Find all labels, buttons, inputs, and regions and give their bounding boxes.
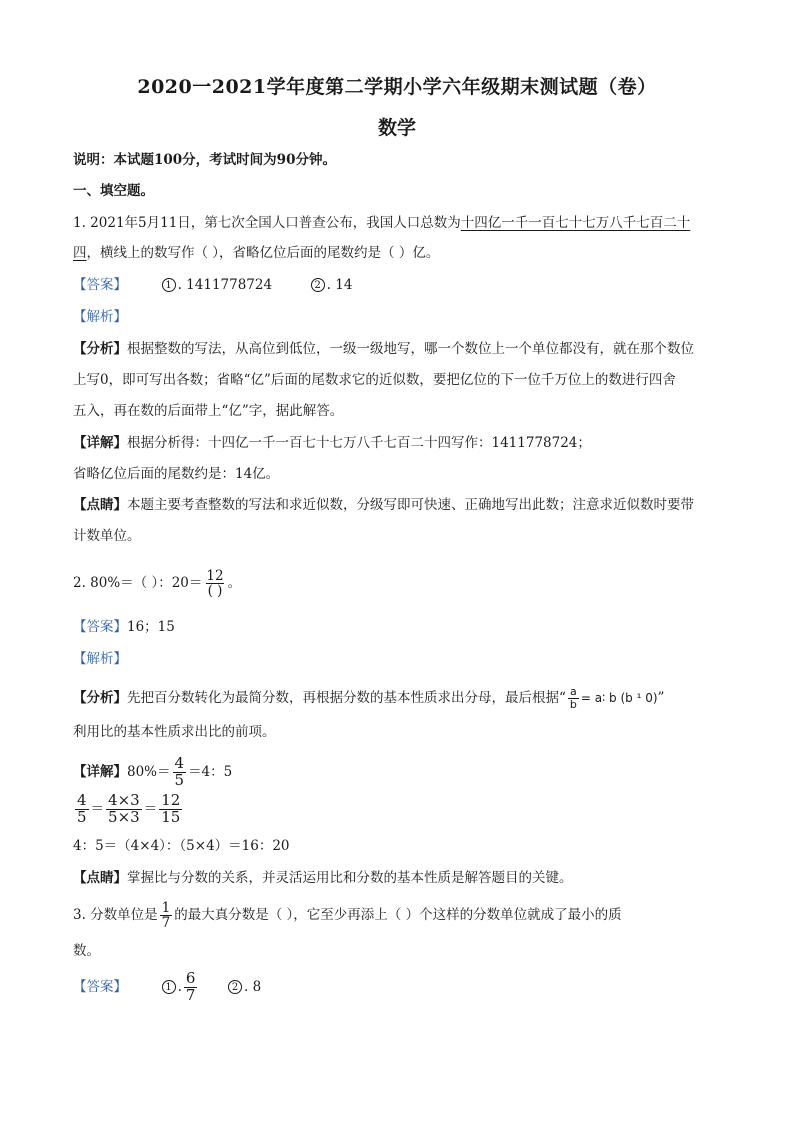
q2-detail [73, 754, 232, 790]
q1-fenxi-3: 五入，再在数的后面带上“亿”字，据此解答。 [73, 403, 344, 419]
q3-text-rest: 的最大真分数是（ ），它至少再添上（ ）个这样的分数单位就成了最小的质 [174, 907, 622, 923]
fenxi-tag: 【分析】 [73, 341, 127, 357]
q1-answer-1: . 1411778724 [177, 277, 273, 293]
answer-tag: 【答案】 [73, 979, 127, 995]
section-heading: 一、填空题。 [73, 183, 154, 199]
q2-fenxi-close: ” [657, 690, 665, 706]
q1-comment-2: 计数单位。 [73, 528, 141, 544]
q1-detail-text-1: 根据分析得：十四亿一千一百七十七万八千七百二十四写作：1411778724； [127, 435, 591, 451]
q3-fraction [160, 901, 173, 930]
fraction-denominator: ( ) [207, 583, 223, 599]
q2-ratio-line: 4：5＝（4×4）：（5×4）＝16：20 [73, 838, 290, 854]
formula-fraction [568, 686, 579, 710]
q2-fenxi-1 [73, 680, 664, 716]
fraction-denominator: 5 [174, 771, 185, 789]
fraction-numerator: 4 [77, 791, 87, 810]
q2-detail-text: 80%＝ [127, 764, 171, 780]
q2-comment [73, 868, 573, 888]
q2-analysis [73, 649, 127, 669]
analysis-tag: 【解析】 [73, 309, 127, 325]
q1-detail-2: 省略亿位后面的尾数约是：14亿。 [73, 466, 280, 482]
q2-fraction [204, 569, 225, 598]
q3-answer-fraction [184, 971, 198, 1004]
fraction-denominator: 5 [77, 808, 87, 826]
circled-number: 1 [162, 980, 176, 994]
q1-answer-2: . 14 [326, 277, 353, 293]
q3-text: 3. 分数单位是 [73, 907, 158, 923]
circled-number: 2 [228, 980, 242, 994]
q1-line1 [73, 213, 690, 233]
comment-tag: 【点睛】 [73, 497, 127, 513]
q3-answer-2: . 8 [244, 979, 262, 995]
formula-text: = a∶ b (b ¹ 0) [580, 691, 658, 705]
subject-title: 数学 [377, 117, 416, 139]
q1-fenxi-text-1: 根据整数的写法，从高位到低位，一级一级地写，哪一个数位上一个单位都没有，就在那个数位 [127, 341, 694, 357]
fraction-denominator: 5×3 [108, 808, 140, 826]
q2-fenxi-2: 利用比的基本性质求出比的前项。 [73, 724, 276, 740]
q2-fenxi-text: 先把百分数转化为最简分数，再根据分数的基本性质求出分母，最后根据“ [127, 690, 566, 706]
fraction-numerator: 12 [206, 567, 224, 584]
circled-number: 2 [311, 278, 325, 292]
step-fraction-2 [106, 793, 142, 826]
q1-comment-text-1: 本题主要考查整数的写法和求近似数，分级写即可快速、正确地写出此数；注意求近似数时要带 [127, 497, 694, 513]
q3-line2: 数。 [73, 943, 100, 959]
fenxi-tag: 【分析】 [73, 690, 127, 706]
equals-sign: ＝ [90, 801, 105, 817]
q1-detail-1 [73, 433, 591, 453]
fraction-numerator: 4 [174, 754, 185, 773]
q1-fenxi-2: 上写0，即可写出各数；省略“亿”后面的尾数求它的近似数，要把亿位的下一位千万位上的数进行四舍 [73, 372, 676, 388]
analysis-tag: 【解析】 [73, 651, 127, 667]
q3-answer: 【答案】 1 . $\frac{6}{7}$ 2 . 8 [73, 969, 262, 1004]
answer-tag: 【答案】 [73, 619, 127, 635]
fraction-numerator: 4×3 [108, 791, 140, 810]
answer-tag: 【答案】 [73, 277, 127, 293]
q1-answer [73, 275, 352, 295]
q1-fenxi-1 [73, 339, 694, 359]
comment-tag: 【点睛】 [73, 870, 127, 886]
q1-underlined-number: 十四亿一千一百七十七万八千七百二十 [460, 215, 691, 231]
q1-analysis [73, 307, 127, 327]
q2-answer-value: 16；15 [127, 619, 175, 635]
fraction-numerator: 1 [161, 899, 171, 916]
q3-question [73, 895, 622, 935]
page-title: 2020一2021学年度第二学期小学六年级期末测试题（卷） [137, 76, 657, 98]
step-fraction-3 [159, 793, 182, 826]
q1-text: 1. 2021年5月11日，第七次全国人口普查公布，我国人口总数为 [73, 215, 461, 231]
fraction-denominator: 7 [161, 915, 171, 931]
detail-fraction [173, 756, 187, 789]
detail-tag: 【详解】 [73, 764, 127, 780]
q1-underlined-end: 四 [73, 245, 87, 261]
fraction-denominator: 7 [185, 986, 196, 1004]
q2-comment-text: 掌握比与分数的关系，并灵活运用比和分数的基本性质是解答题目的关键。 [127, 870, 573, 886]
fraction-numerator: 12 [161, 791, 181, 810]
q1-blanks: ，横线上的数写作（ ），省略亿位后面的尾数约是（ ）亿。 [86, 245, 440, 261]
circled-number: 1 [162, 278, 176, 292]
q2-question [73, 563, 241, 603]
exam-note: 说明：本试题100分，考试时间为90分钟。 [73, 152, 336, 168]
fraction-numerator: 6 [185, 969, 196, 988]
q1-comment-1 [73, 495, 694, 515]
q2-fraction-steps [73, 791, 184, 827]
fraction-denominator: b [569, 698, 577, 711]
q2-answer [73, 617, 175, 637]
q2-detail-ratio: ＝4：5 [188, 764, 233, 780]
equals-sign: ＝ [143, 801, 158, 817]
q2-period: 。 [227, 575, 242, 591]
q1-line2 [73, 243, 439, 263]
q2-text: 2. 80%＝（ ）：20＝ [73, 575, 203, 591]
step-fraction-1 [75, 793, 89, 826]
detail-tag: 【详解】 [73, 435, 127, 451]
fraction-numerator: a [570, 685, 577, 699]
fraction-denominator: 15 [161, 808, 181, 826]
